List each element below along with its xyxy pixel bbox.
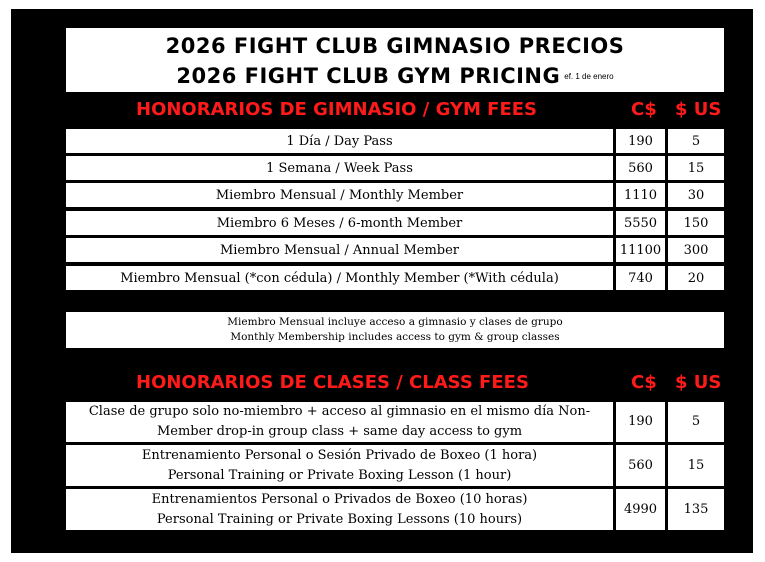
title-english xyxy=(66,61,724,92)
class-price-us: 15 xyxy=(668,445,724,486)
effective-date: ef. 1 de enero xyxy=(564,72,614,81)
fee-price-cs: 11100 xyxy=(616,238,665,262)
class-description-line2: Personal Training or Private Boxing Lessons (10 hours) xyxy=(156,511,523,527)
class-description-line1: Entrenamientos Personal o Privados de Boxeo (10 horas) xyxy=(151,491,528,507)
fee-price-cs: 560 xyxy=(616,156,665,180)
class-price-cs: 4990 xyxy=(616,489,665,530)
gym-fees-header xyxy=(66,97,726,123)
fee-description: Miembro 6 Meses / 6-month Member xyxy=(66,211,613,235)
gym-fees-cs-header: C$ xyxy=(631,99,657,120)
title-english-text: 2026 FIGHT CLUB GYM PRICING xyxy=(176,64,561,88)
fee-price-us: 150 xyxy=(668,211,724,235)
class-fees-header xyxy=(66,370,726,396)
fee-description: Miembro Mensual / Monthly Member xyxy=(66,183,613,207)
fee-description: Miembro Mensual / Annual Member xyxy=(66,238,613,262)
fee-price-us: 300 xyxy=(668,238,724,262)
membership-note xyxy=(66,312,724,348)
fee-price-cs: 740 xyxy=(616,266,665,290)
class-price-cs: 560 xyxy=(616,445,665,486)
fee-price-cs: 190 xyxy=(616,129,665,153)
title-box xyxy=(66,28,724,92)
class-description xyxy=(66,402,613,442)
class-description xyxy=(66,445,613,486)
class-description-line2: Member drop-in group class + same day access to gym xyxy=(156,424,523,439)
fee-price-us: 20 xyxy=(668,266,724,290)
fee-description: 1 Semana / Week Pass xyxy=(66,156,613,180)
class-fees-cs-header: C$ xyxy=(631,372,657,393)
class-fees-heading: HONORARIOS DE CLASES / CLASS FEES xyxy=(136,372,529,393)
class-fees-us-header: $ US xyxy=(675,372,722,393)
class-price-cs: 190 xyxy=(616,402,665,442)
class-description-line2: Personal Training or Private Boxing Lesson (1 hour) xyxy=(167,467,512,483)
class-price-us: 5 xyxy=(668,402,724,442)
class-description xyxy=(66,489,613,530)
fee-price-cs: 1110 xyxy=(616,183,665,207)
gym-fees-us-header: $ US xyxy=(675,99,722,120)
title-spanish: 2026 FIGHT CLUB GIMNASIO PRECIOS xyxy=(165,34,625,58)
fee-description: Miembro Mensual (*con cédula) / Monthly Member (*With cédula) xyxy=(66,266,613,290)
class-price-us: 135 xyxy=(668,489,724,530)
fee-price-us: 30 xyxy=(668,183,724,207)
fee-price-us: 5 xyxy=(668,129,724,153)
membership-note-english: Monthly Membership includes access to gym & group classes xyxy=(230,331,560,343)
class-description-line1: Clase de grupo solo no-miembro + acceso al gimnasio en el mismo día Non- xyxy=(88,404,591,419)
fee-description: 1 Día / Day Pass xyxy=(66,129,613,153)
class-description-line1: Entrenamiento Personal o Sesión Privado de Boxeo (1 hora) xyxy=(141,447,538,463)
membership-note-spanish: Miembro Mensual incluye acceso a gimnasio y clases de grupo xyxy=(227,316,563,328)
fee-price-cs: 5550 xyxy=(616,211,665,235)
gym-fees-heading: HONORARIOS DE GIMNASIO / GYM FEES xyxy=(136,99,538,120)
fee-price-us: 15 xyxy=(668,156,724,180)
